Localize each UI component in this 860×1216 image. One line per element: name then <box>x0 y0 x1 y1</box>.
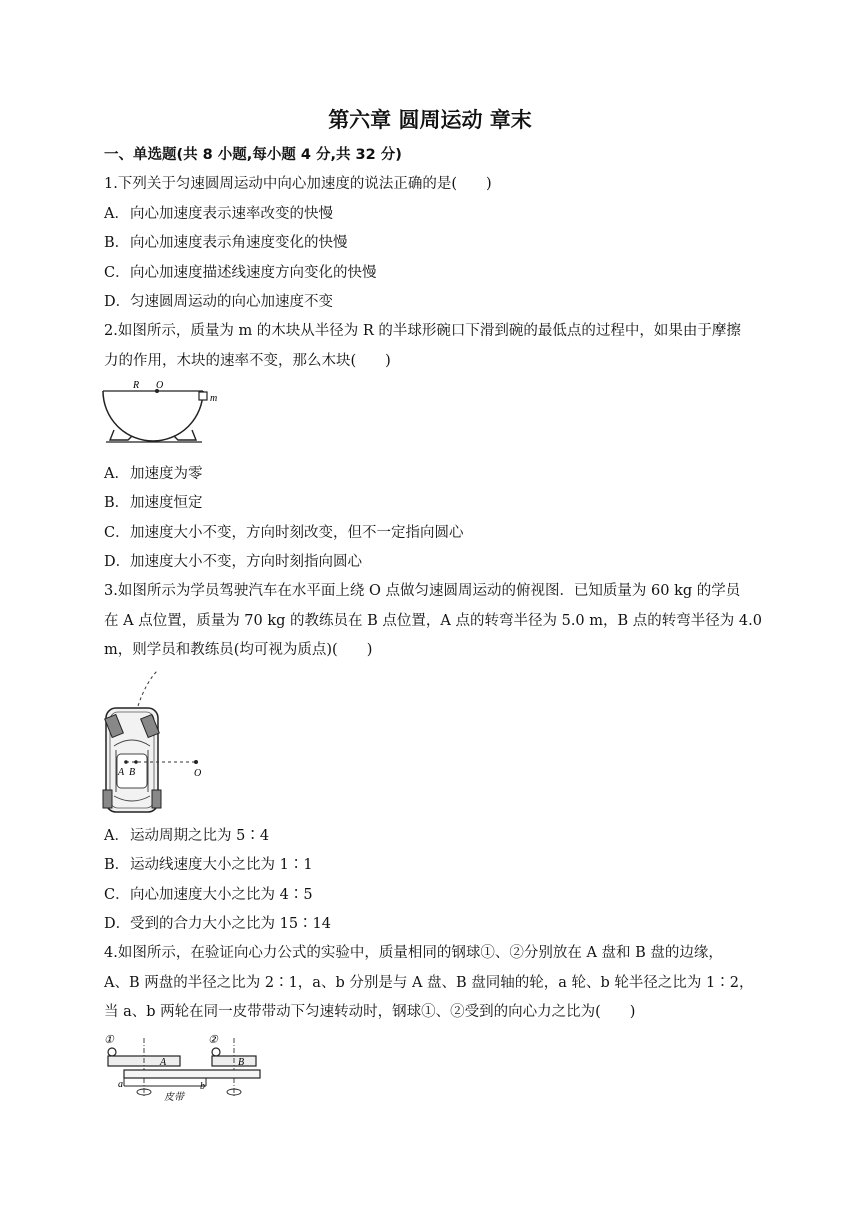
disk-label-a-lower: a <box>118 1079 123 1090</box>
q2-option-a: A．加速度为零 <box>104 466 203 482</box>
q3-option-b: B．运动线速度大小之比为 1∶1 <box>104 857 313 873</box>
q3-option-a: A．运动周期之比为 5∶4 <box>104 828 270 844</box>
page-title: 第六章 圆周运动 章末 <box>328 108 532 132</box>
disk-label-ball2: ② <box>208 1034 218 1046</box>
disk-label-b-upper: B <box>238 1057 245 1068</box>
q1-stem: 1.下列关于匀速圆周运动中向心加速度的说法正确的是( ) <box>104 176 492 192</box>
q2-stem-line1: 2.如图所示，质量为 m 的木块从半径为 R 的半球形碗口下滑到碗的最低点的过程中，如果由于摩擦 <box>104 323 741 339</box>
bowl-label-o: O <box>156 380 164 391</box>
q3-stem-line1: 3.如图所示为学员驾驶汽车在水平面上绕 O 点做匀速圆周运动的俯视图．已知质量为 60 kg 的学员 <box>104 583 741 599</box>
q3-stem-line3: m，则学员和教练员(均可视为质点)( ) <box>104 642 373 658</box>
section-heading: 一、单选题(共 8 小题,每小题 4 分,共 32 分) <box>104 147 402 163</box>
q4-stem-line3: 当 a、b 两轮在同一皮带带动下匀速转动时，钢球①、②受到的向心力之比为( ) <box>104 1004 636 1020</box>
disk-label-a-upper: A <box>160 1057 167 1068</box>
q1-option-d: D．匀速圆周运动的向心加速度不变 <box>104 294 333 310</box>
car-label-b: B <box>129 767 136 778</box>
car-figure <box>98 668 208 818</box>
car-label-o: O <box>194 768 202 779</box>
bowl-label-m: m <box>210 393 218 404</box>
disk-label-belt: 皮带 <box>164 1092 184 1103</box>
disk-label-b-lower: b <box>200 1081 205 1092</box>
q1-option-c: C．向心加速度描述线速度方向变化的快慢 <box>104 265 377 281</box>
car-label-a: A <box>118 767 125 778</box>
q3-option-c: C．向心加速度大小之比为 4∶5 <box>104 887 313 903</box>
disk-apparatus-figure <box>100 1030 270 1105</box>
q2-stem-line2: 力的作用，木块的速率不变，那么木块( ) <box>104 353 391 369</box>
q4-stem-line1: 4.如图所示，在验证向心力公式的实验中，质量相同的钢球①、②分别放在 A 盘和 B 盘的边缘， <box>104 945 723 961</box>
q2-option-c: C．加速度大小不变，方向时刻改变，但不一定指向圆心 <box>104 525 464 541</box>
q2-option-d: D．加速度大小不变，方向时刻指向圆心 <box>104 554 362 570</box>
disk-label-ball1: ① <box>104 1034 114 1046</box>
q1-option-b: B．向心加速度表示角速度变化的快慢 <box>104 235 348 251</box>
q3-option-d: D．受到的合力大小之比为 15∶14 <box>104 916 332 932</box>
q4-stem-line2: A、B 两盘的半径之比为 2∶1，a、b 分别是与 A 盘、B 盘同轴的轮，a 轮、b 轮半径之比为 1∶2， <box>104 975 754 991</box>
bowl-figure <box>100 380 230 452</box>
q3-stem-line2: 在 A 点位置，质量为 70 kg 的教练员在 B 点位置，A 点的转弯半径为 5.0 m，B 点的转弯半径为 4.0 <box>104 613 762 629</box>
q2-option-b: B．加速度恒定 <box>104 495 203 511</box>
bowl-label-r: R <box>133 380 140 391</box>
q1-option-a: A．向心加速度表示速率改变的快慢 <box>104 206 333 222</box>
